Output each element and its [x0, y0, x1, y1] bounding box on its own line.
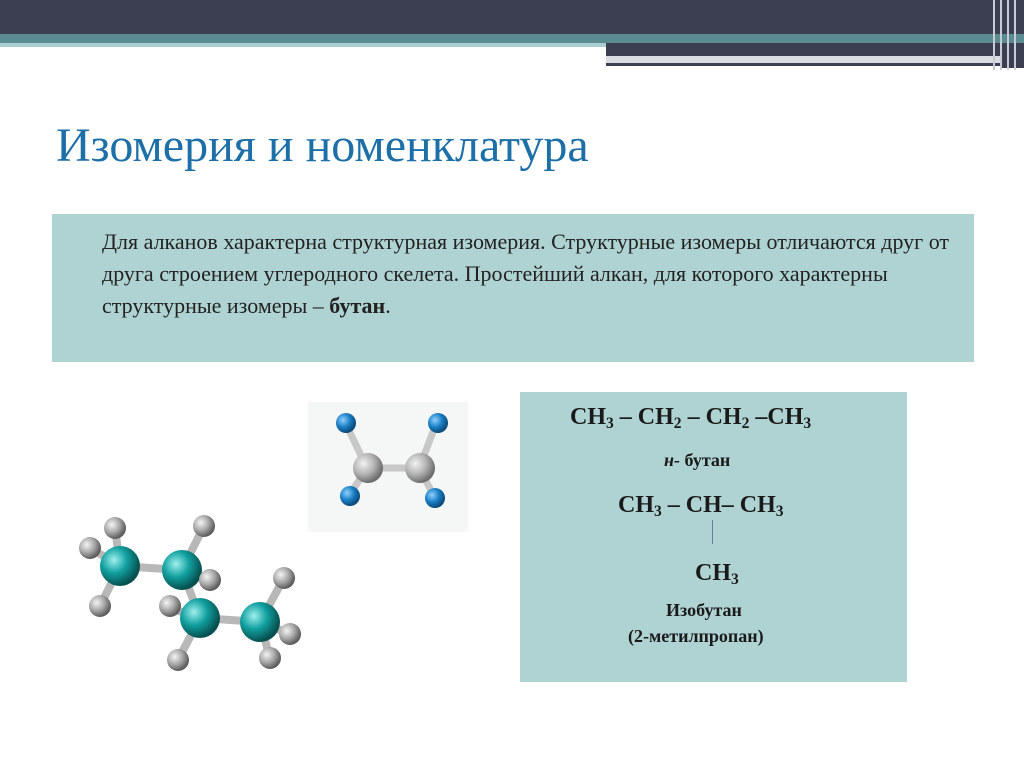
isobutane-name: Изобутан — [666, 600, 742, 620]
ethane-model-image — [308, 402, 468, 532]
header-accent-thin — [0, 43, 606, 47]
hydrogen-atom — [273, 567, 295, 589]
n-butane-label: бутан — [680, 450, 731, 470]
header-vertical-line — [993, 0, 995, 70]
formula-part: CH — [618, 492, 654, 518]
isobutane-branch — [695, 560, 739, 589]
hydrogen-atom — [89, 595, 111, 617]
hydrogen-atom — [199, 569, 221, 591]
hydrogen-atom — [425, 488, 445, 508]
intro-end: . — [385, 293, 391, 318]
formula-subscript: 3 — [606, 415, 614, 432]
carbon-atom — [162, 550, 202, 590]
header-band — [0, 0, 1024, 34]
isobutane-systematic-name: (2-метилпропан) — [628, 626, 764, 646]
formula-subscript: 3 — [731, 571, 739, 588]
carbon-atom — [405, 453, 435, 483]
hydrogen-atom — [336, 413, 356, 433]
header-vertical-line — [1000, 0, 1002, 70]
intro-text-box — [52, 214, 974, 362]
hydrogen-atom — [159, 595, 181, 617]
n-prefix: н- — [664, 450, 680, 470]
isobutane-formula — [618, 492, 784, 521]
header-right-stripe — [606, 56, 1001, 63]
hydrogen-atom — [428, 413, 448, 433]
header-vertical-line — [1007, 0, 1009, 70]
carbon-atom — [180, 598, 220, 638]
carbon-atom — [100, 546, 140, 586]
formula-part: CH — [695, 560, 731, 586]
hydrogen-atom — [259, 647, 281, 669]
formula-part: – CH — [681, 404, 742, 430]
intro-paragraph — [102, 226, 962, 322]
hydrogen-atom — [167, 649, 189, 671]
n-butane-formula — [570, 404, 811, 433]
formula-part: – CH– CH — [661, 492, 776, 518]
hydrogen-atom — [193, 515, 215, 537]
branch-bond-line — [712, 520, 713, 544]
formula-subscript: 3 — [775, 503, 784, 520]
formula-subscript: 3 — [803, 415, 812, 432]
formula-part: – CH — [613, 404, 674, 430]
carbon-atom — [240, 602, 280, 642]
intro-text: Для алканов характерна структурная изомерия. Структурные изомеры отличаются друг от друга строением углеродного скелета. Простейший алкан, для которого характерны структурные изомеры – — [102, 229, 950, 318]
header-vertical-line — [1014, 0, 1016, 70]
header-right-line — [606, 66, 1001, 68]
hydrogen-atom — [79, 537, 101, 559]
hydrogen-atom — [279, 623, 301, 645]
formula-part: CH — [570, 404, 606, 430]
formula-subscript: 2 — [741, 415, 750, 432]
slide-title: Изомерия и номенклатура — [56, 119, 589, 172]
formula-subscript: 3 — [654, 503, 662, 520]
hydrogen-atom — [340, 486, 360, 506]
hydrogen-atom — [104, 517, 126, 539]
carbon-atom — [353, 453, 383, 483]
header-accent-line — [0, 34, 1024, 43]
butane-model-image — [70, 508, 310, 678]
formula-subscript: 2 — [673, 415, 682, 432]
intro-bold-word: бутан — [329, 293, 386, 318]
n-butane-name — [664, 450, 730, 471]
formula-part: –CH — [749, 404, 804, 430]
